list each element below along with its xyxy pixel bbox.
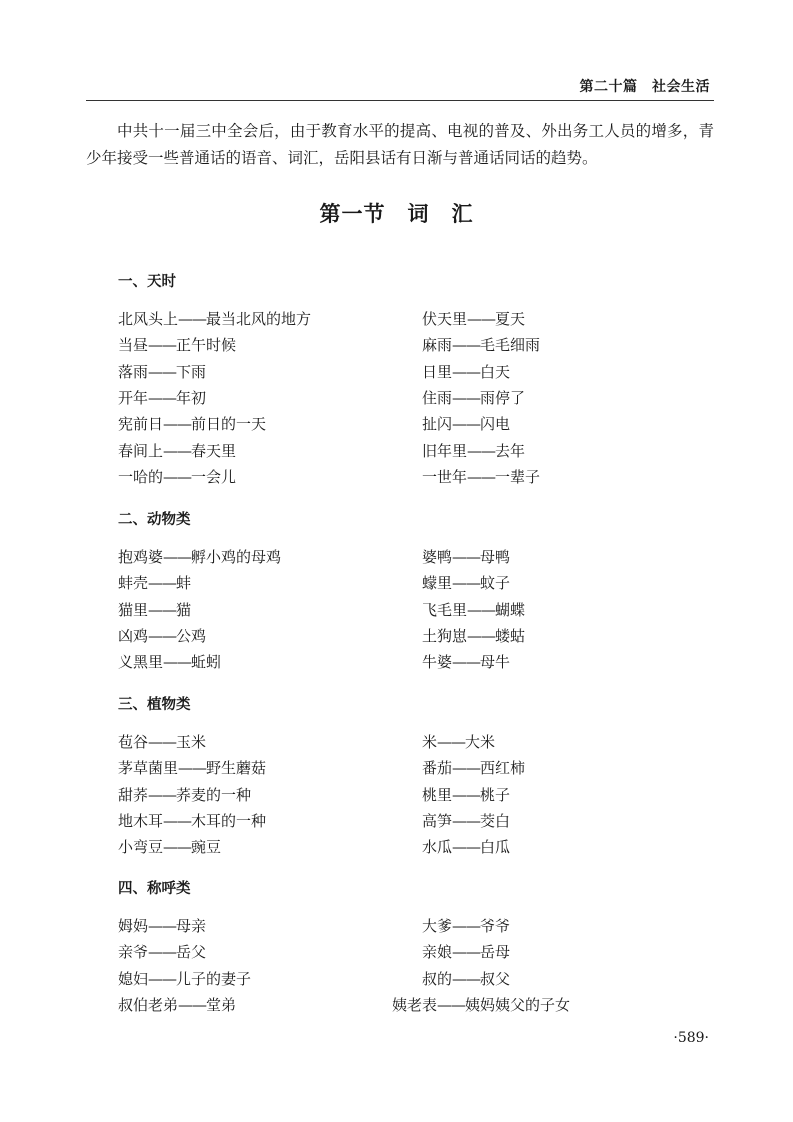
em-dash: —— <box>467 441 496 460</box>
vocab-term: 旧年里 <box>422 441 468 460</box>
page-number: ·589· <box>673 1030 709 1046</box>
vocab-entry <box>422 308 525 329</box>
category-heading: 二、动物类 <box>118 512 191 528</box>
vocab-entry <box>422 941 510 962</box>
vocab-entry <box>118 784 251 805</box>
running-title: 第二十篇 社会生活 <box>579 79 710 95</box>
em-dash: —— <box>148 388 177 407</box>
vocab-entry <box>118 413 266 434</box>
vocab-gloss: 毛毛细雨 <box>480 336 541 355</box>
vocab-term: 凶鸡 <box>118 626 149 645</box>
em-dash: —— <box>452 653 481 672</box>
vocab-term: 扯闪 <box>422 415 453 434</box>
vocab-entry <box>422 731 495 752</box>
vocab-term: 亲爷 <box>118 943 149 962</box>
vocab-gloss: 母亲 <box>176 917 207 935</box>
em-dash: —— <box>452 548 481 566</box>
em-dash: —— <box>163 548 192 566</box>
em-dash: —— <box>163 838 192 857</box>
vocab-term: 苞谷 <box>118 733 149 751</box>
vocab-entry <box>118 546 281 567</box>
em-dash: —— <box>163 653 192 672</box>
vocab-entry <box>422 572 510 593</box>
em-dash: —— <box>148 969 177 988</box>
em-dash: —— <box>148 336 177 355</box>
vocab-entry <box>118 625 206 646</box>
vocab-entry <box>118 599 191 620</box>
vocab-term: 土狗崽 <box>422 626 468 645</box>
em-dash: —— <box>178 995 207 1014</box>
vocab-entry <box>118 968 251 989</box>
vocab-term: 米 <box>422 733 438 751</box>
vocab-entry <box>422 361 510 382</box>
em-dash: —— <box>452 362 481 381</box>
vocab-entry <box>422 757 525 778</box>
vocab-term: 桃里 <box>422 785 453 804</box>
em-dash: —— <box>452 943 481 962</box>
vocab-gloss: 孵小鸡的母鸡 <box>191 548 282 566</box>
vocab-term: 地木耳 <box>118 811 164 830</box>
vocab-entry <box>118 361 206 382</box>
vocab-entry <box>118 466 236 487</box>
em-dash: —— <box>452 969 481 988</box>
vocab-entry <box>422 810 510 831</box>
em-dash: —— <box>148 785 177 804</box>
vocab-term: 开年 <box>118 388 149 407</box>
vocab-gloss: 白瓜 <box>480 838 511 857</box>
vocab-gloss: 闪电 <box>480 415 511 434</box>
vocab-term: 春间上 <box>118 441 164 460</box>
vocab-gloss: 蝼蛄 <box>495 626 526 645</box>
vocab-term: 日里 <box>422 362 453 381</box>
vocab-term: 一哈的 <box>118 467 164 486</box>
vocab-term: 姆妈 <box>118 917 149 935</box>
intro-paragraph: 中共十一届三中全会后，由于教育水平的提高、电视的普及、外出务工人员的增多，青少年接受一些普通话的语音、词汇，岳阳县话有日渐与普通话同话的趋势。 <box>86 122 714 167</box>
vocab-term: 叔的 <box>422 969 453 988</box>
section-title: 第一节 词 汇 <box>319 202 474 226</box>
vocab-entry <box>422 599 525 620</box>
vocab-entry <box>118 334 236 355</box>
vocab-gloss: 最当北风的地方 <box>206 310 312 328</box>
vocab-term: 北风头上 <box>118 310 179 328</box>
em-dash: —— <box>163 441 192 460</box>
vocab-gloss: 前日的一天 <box>191 415 267 434</box>
vocab-gloss: 豌豆 <box>191 838 222 857</box>
vocab-entry <box>118 440 236 461</box>
em-dash: —— <box>163 811 192 830</box>
vocab-entry <box>118 915 206 936</box>
em-dash: —— <box>452 811 481 830</box>
vocab-gloss: 正午时候 <box>176 336 237 355</box>
vocab-gloss: 儿子的妻子 <box>176 969 252 988</box>
em-dash: —— <box>452 759 481 778</box>
em-dash: —— <box>452 415 481 434</box>
vocab-gloss: 叔父 <box>480 969 511 988</box>
vocab-term: 飞毛里 <box>422 600 468 619</box>
vocab-term: 猫里 <box>118 600 149 619</box>
vocab-gloss: 野生蘑菇 <box>206 759 267 778</box>
category-heading: 三、植物类 <box>118 697 191 713</box>
vocab-gloss: 白天 <box>480 362 511 381</box>
em-dash: —— <box>148 362 177 381</box>
vocab-term: 蠓里 <box>422 574 453 593</box>
vocab-entry <box>422 387 525 408</box>
em-dash: —— <box>148 574 177 593</box>
vocab-entry <box>118 651 221 672</box>
em-dash: —— <box>467 467 496 486</box>
em-dash: —— <box>437 995 466 1014</box>
category-heading: 一、天时 <box>118 274 176 290</box>
vocab-gloss: 桃子 <box>480 785 511 804</box>
vocab-entry <box>118 994 236 1015</box>
vocab-term: 宪前日 <box>118 415 164 434</box>
em-dash: —— <box>148 733 177 751</box>
em-dash: —— <box>178 310 207 328</box>
em-dash: —— <box>452 838 481 857</box>
vocab-gloss: 公鸡 <box>176 626 207 645</box>
vocab-gloss: 木耳的一种 <box>191 811 267 830</box>
vocab-term: 抱鸡婆 <box>118 548 164 566</box>
em-dash: —— <box>163 467 192 486</box>
em-dash: —— <box>452 574 481 593</box>
vocab-term: 婆鸭 <box>422 548 453 566</box>
vocab-entry <box>422 413 510 434</box>
em-dash: —— <box>467 600 496 619</box>
em-dash: —— <box>148 943 177 962</box>
vocab-entry <box>422 334 540 355</box>
em-dash: —— <box>163 415 192 434</box>
vocab-term: 蚌壳 <box>118 574 149 593</box>
vocab-entry <box>422 968 510 989</box>
em-dash: —— <box>452 388 481 407</box>
vocab-term: 高笋 <box>422 811 453 830</box>
vocab-gloss: 一辈子 <box>495 467 541 486</box>
vocab-gloss: 夏天 <box>495 310 526 328</box>
vocab-term: 住雨 <box>422 388 453 407</box>
vocab-term: 当昼 <box>118 336 149 355</box>
vocab-entry <box>118 836 221 857</box>
vocab-gloss: 蚌 <box>176 574 192 593</box>
vocab-gloss: 西红柿 <box>480 759 526 778</box>
vocab-entry <box>118 757 266 778</box>
vocab-gloss: 去年 <box>495 441 526 460</box>
vocab-gloss: 爷爷 <box>480 917 511 935</box>
vocab-gloss: 蚯蚓 <box>191 653 222 672</box>
em-dash: —— <box>452 785 481 804</box>
category-heading: 四、称呼类 <box>118 881 191 897</box>
vocab-gloss: 年初 <box>176 388 207 407</box>
vocab-entry <box>118 308 311 329</box>
vocab-term: 甜荞 <box>118 785 149 804</box>
vocab-gloss: 蝴蝶 <box>495 600 526 619</box>
em-dash: —— <box>148 917 177 935</box>
vocab-gloss: 堂弟 <box>206 995 237 1014</box>
vocab-term: 姨老表 <box>392 995 438 1014</box>
vocab-term: 义黑里 <box>118 653 164 672</box>
em-dash: —— <box>467 310 496 328</box>
em-dash: —— <box>437 733 466 751</box>
vocab-gloss: 春天里 <box>191 441 237 460</box>
vocab-gloss: 蚊子 <box>480 574 511 593</box>
vocab-gloss: 荞麦的一种 <box>176 785 252 804</box>
vocab-gloss: 一会儿 <box>191 467 237 486</box>
vocab-gloss: 姨妈姨父的子女 <box>465 995 571 1014</box>
vocab-term: 大爹 <box>422 917 453 935</box>
vocab-entry <box>422 915 510 936</box>
em-dash: —— <box>178 759 207 778</box>
vocab-term: 伏天里 <box>422 310 468 328</box>
vocab-term: 叔伯老弟 <box>118 995 179 1014</box>
vocab-entry <box>422 784 510 805</box>
vocab-entry <box>118 941 206 962</box>
vocab-gloss: 茭白 <box>480 811 511 830</box>
vocab-gloss: 玉米 <box>176 733 207 751</box>
vocab-entry <box>118 572 191 593</box>
vocab-entry <box>392 994 570 1015</box>
vocab-term: 亲娘 <box>422 943 453 962</box>
vocab-term: 媳妇 <box>118 969 149 988</box>
vocab-term: 麻雨 <box>422 336 453 355</box>
vocab-entry <box>422 836 510 857</box>
vocab-entry <box>118 387 206 408</box>
vocab-gloss: 大米 <box>465 733 496 751</box>
em-dash: —— <box>452 917 481 935</box>
em-dash: —— <box>467 626 496 645</box>
em-dash: —— <box>148 600 177 619</box>
vocab-term: 小弯豆 <box>118 838 164 857</box>
vocab-gloss: 猫 <box>176 600 192 619</box>
vocab-gloss: 岳母 <box>480 943 511 962</box>
vocab-gloss: 母鸭 <box>480 548 511 566</box>
vocab-entry <box>422 440 525 461</box>
em-dash: —— <box>452 336 481 355</box>
vocab-entry <box>422 466 540 487</box>
vocab-term: 茅草菌里 <box>118 759 179 778</box>
vocab-entry <box>118 731 206 752</box>
vocab-term: 牛婆 <box>422 653 453 672</box>
vocab-term: 一世年 <box>422 467 468 486</box>
vocab-entry <box>422 546 510 567</box>
vocab-entry <box>118 810 266 831</box>
vocab-gloss: 下雨 <box>176 362 207 381</box>
running-header <box>86 72 714 101</box>
vocab-gloss: 雨停了 <box>480 388 526 407</box>
vocab-entry <box>422 625 525 646</box>
vocab-term: 番茄 <box>422 759 453 778</box>
vocab-entry <box>422 651 510 672</box>
vocab-term: 落雨 <box>118 362 149 381</box>
em-dash: —— <box>148 626 177 645</box>
vocab-gloss: 母牛 <box>480 653 511 672</box>
vocab-gloss: 岳父 <box>176 943 207 962</box>
vocab-term: 水瓜 <box>422 838 453 857</box>
